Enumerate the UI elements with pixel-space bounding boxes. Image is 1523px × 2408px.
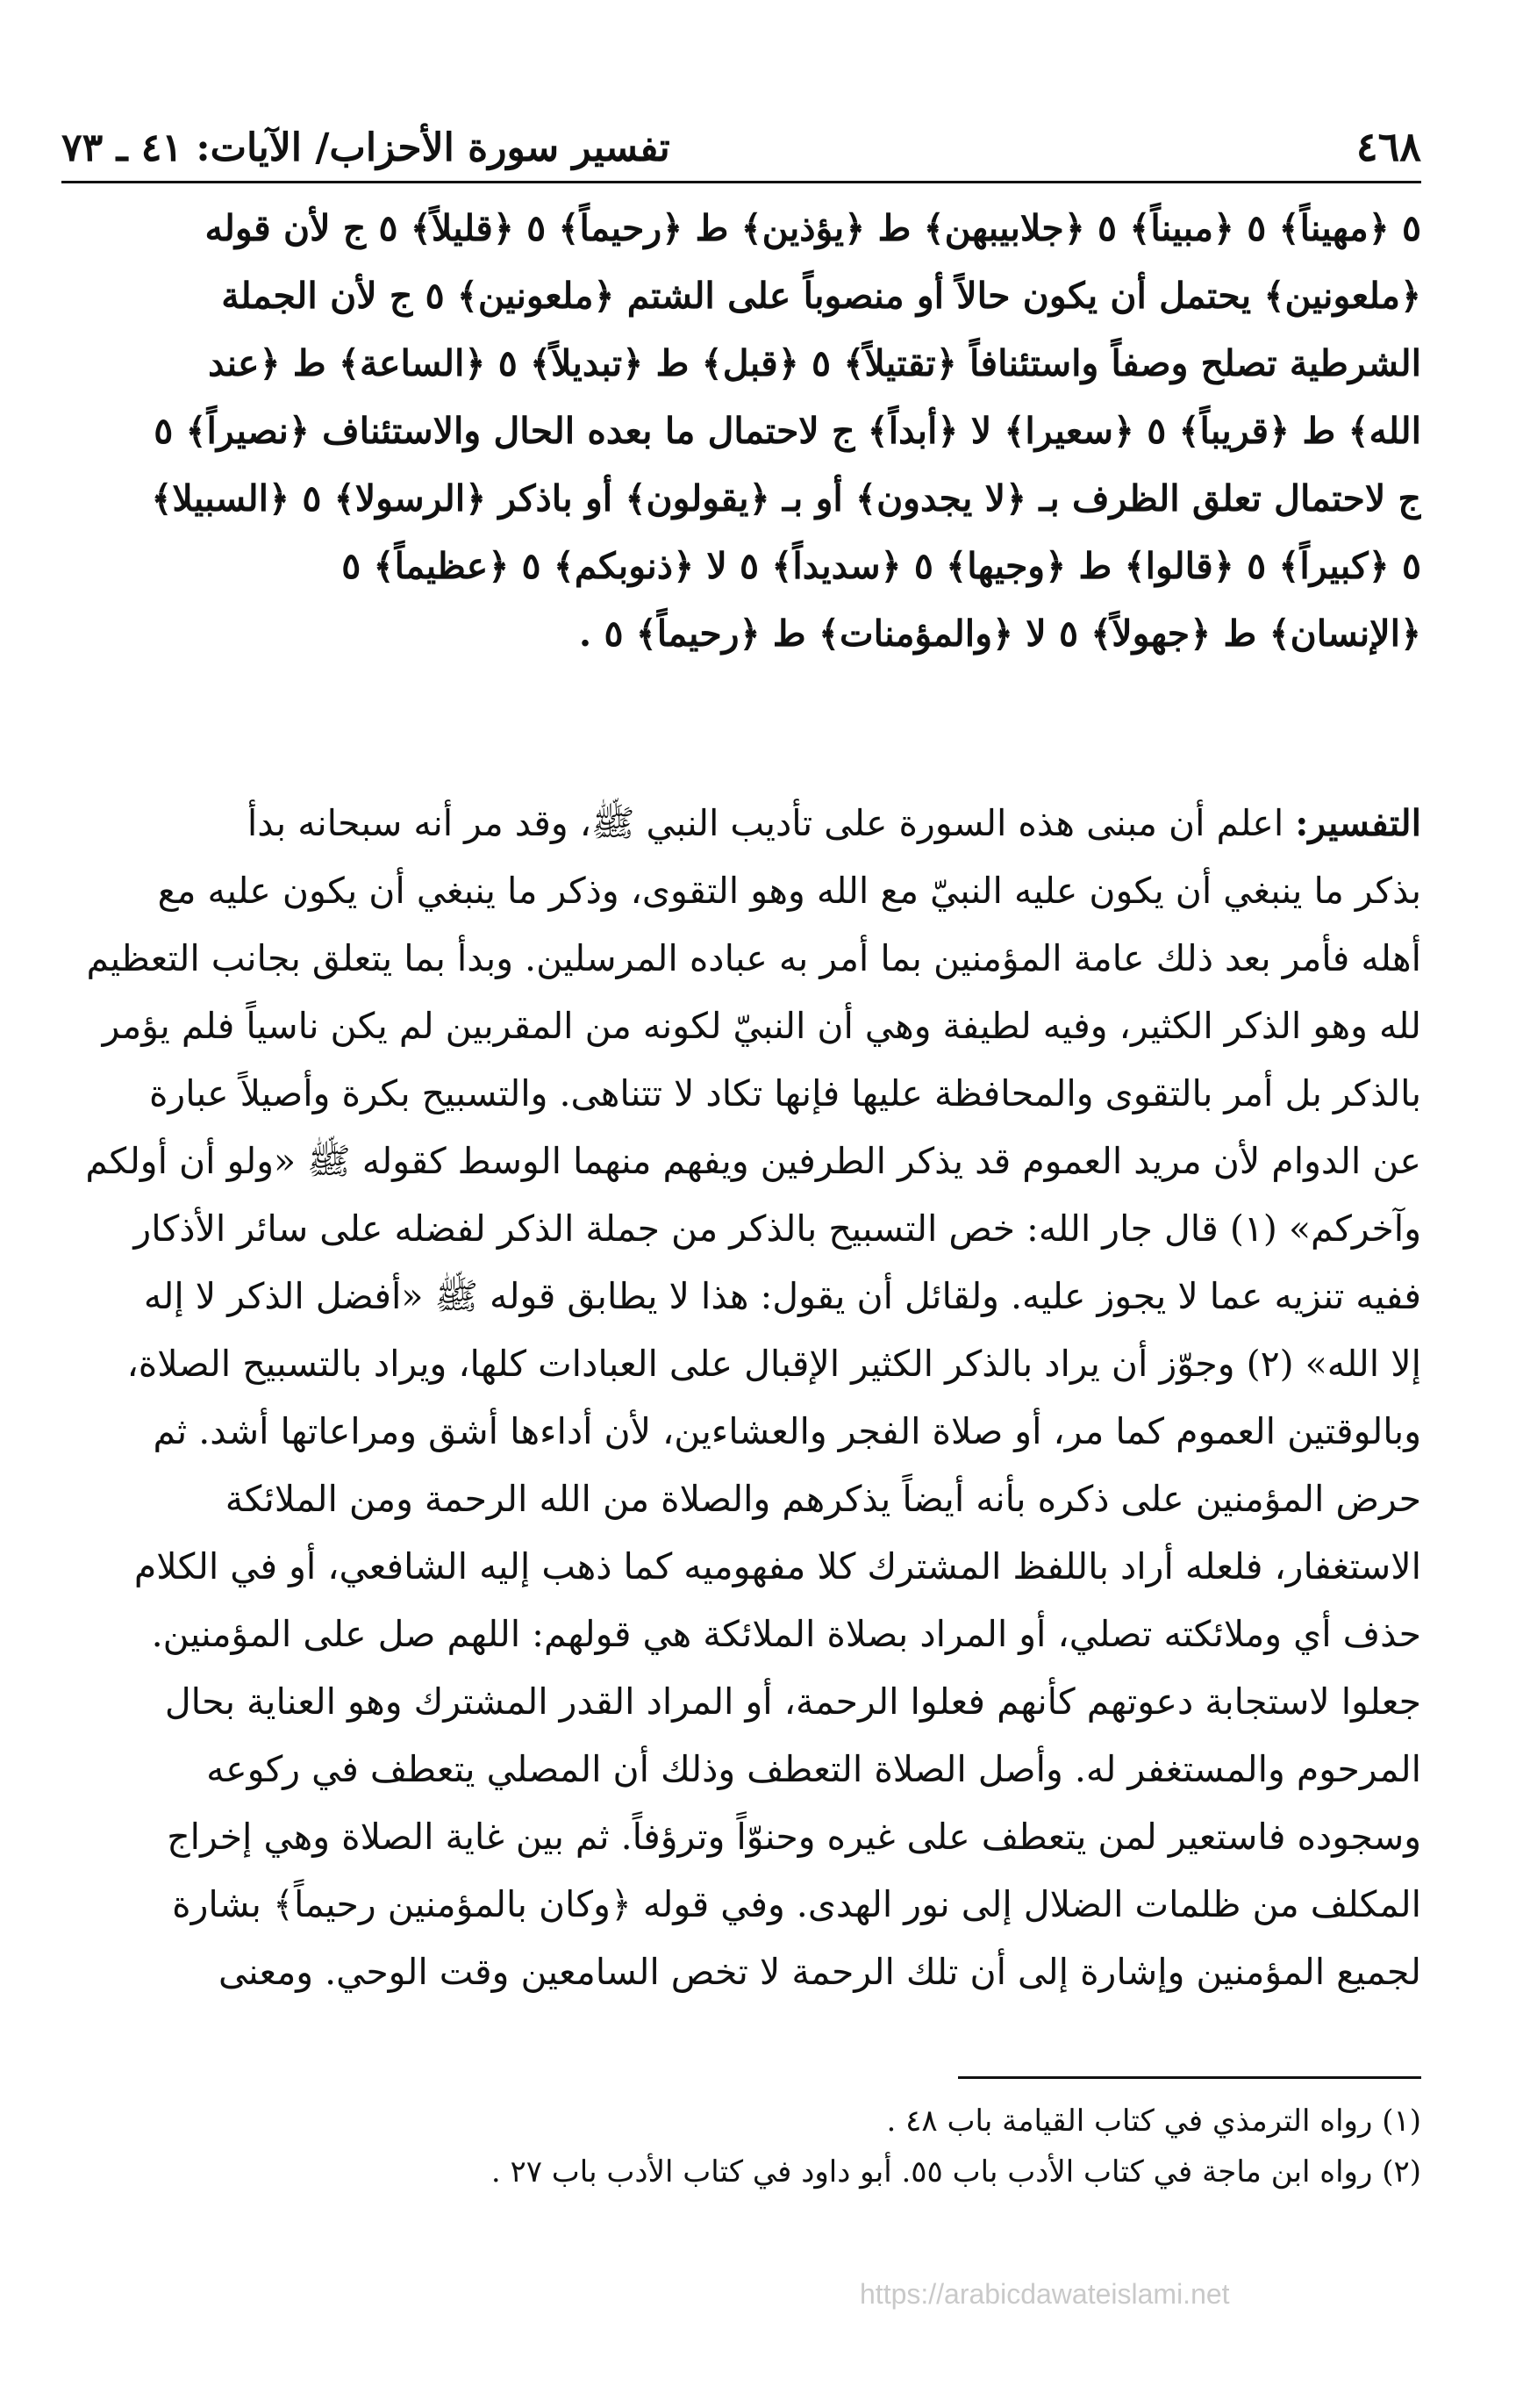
waqf-line: الشرطية تصلح وصفاً واستئنافاً ﴿تقتيلاً﴾ ٥ ﴿قبل﴾ ط ﴿تبديلاً﴾ ٥ ﴿الساعة﴾ ط ﴿عند [208,342,1421,384]
tafsir-line: ففيه تنزيه عما لا يجوز عليه. ولقائل أن يقول: هذا لا يطابق قوله ﷺ «أفضل الذكر لا إله [143,1275,1421,1317]
footnote-1: (١) رواه الترمذي في كتاب القيامة باب ٤٨ . [886,2103,1421,2139]
tafsir-line: الاستغفار، فلعله أراد باللفظ المشترك كلا مفهوميه كما ذهب إليه الشافعي، أو في الكلام [133,1545,1421,1587]
tafsir-line: لجميع المؤمنين وإشارة إلى أن تلك الرحمة لا تخص السامعين وقت الوحي. ومعنى [218,1951,1421,1993]
page-header [61,123,1421,183]
tafsir-line: أهله فأمر بعد ذلك عامة المؤمنين بما أمر به عباده المرسلين. وبدأ بما يتعلق بجانب التعظيم [86,937,1421,979]
footnotes [61,2096,1421,2197]
tafsir-line: عن الدوام لأن مريد العموم قد يذكر الطرفين ويفهم منهما الوسط كقوله ﷺ «ولو أن أولكم [85,1140,1421,1182]
waqf-marks-section [61,195,1421,668]
tafsir-line: وآخركم» (١) قال جار الله: خص التسبيح بالذكر من جملة الذكر لفضله على سائر الأذكار [133,1208,1421,1250]
watermark-url: https://arabicdawateislami.net [860,2278,1230,2310]
tafsir-line: حذف أي وملائكته تصلي، أو المراد بصلاة الملائكة هي قولهم: اللهم صل على المؤمنين. [151,1613,1421,1655]
tafsir-line: وسجوده فاستعير لمن يتعطف على غيره وحنوّاً وترؤفاً. ثم بين غاية الصلاة وهي إخراج [167,1816,1421,1858]
waqf-line: ﴿ملعونين﴾ يحتمل أن يكون حالاً أو منصوباً على الشتم ﴿ملعونين﴾ ٥ ج لأن الجملة [221,275,1421,317]
tafsir-line: جعلوا لاستجابة دعوتهم كأنهم فعلوا الرحمة، أو المراد القدر المشترك وهو العناية بحال [164,1681,1421,1723]
waqf-line: ٥ ﴿مهيناً﴾ ٥ ﴿مبيناً﴾ ٥ ﴿جلابيبهن﴾ ط ﴿يؤذين﴾ ط ﴿رحيماً﴾ ٥ ﴿قليلاً﴾ ٥ ج لأن قوله [204,207,1421,249]
waqf-line: ﴿الإنسان﴾ ط ﴿جهولاً﴾ ٥ لا ﴿والمؤمنات﴾ ط ﴿رحيماً﴾ ٥ . [578,613,1421,655]
waqf-line: ٥ ﴿كبيراً﴾ ٥ ﴿قالوا﴾ ط ﴿وجيها﴾ ٥ ﴿سديداً﴾ ٥ لا ﴿ذنوبكم﴾ ٥ ﴿عظيماً﴾ ٥ [341,545,1421,587]
page-number: ٤٦٨ [1355,123,1421,170]
tafsir-line: بالذكر بل أمر بالتقوى والمحافظة عليها فإنها تكاد لا تتناهى. والتسبيح بكرة وأصيلاً عبارة [148,1072,1421,1114]
tafsir-line: إلا الله» (٢) وجوّز أن يراد بالذكر الكثير الإقبال على العبادات كلها، ويراد بالتسبيح الصلاة، [126,1343,1421,1385]
tafsir-section [61,790,1421,2006]
tafsir-line: المكلف من ظلمات الضلال إلى نور الهدى. وفي قوله ﴿وكان بالمؤمنين رحيماً﴾ بشارة [172,1883,1421,1925]
tafsir-first-line-text: اعلم أن مبنى هذه السورة على تأديب النبي ﷺ، وقد مر أنه سبحانه بدأ [247,802,1284,844]
tafsir-line: لله وهو الذكر الكثير، وفيه لطيفة وهي أن النبيّ لكونه من المقربين لم يكن ناسياً فلم يؤمر [102,1005,1421,1047]
footnote-divider [958,2076,1421,2079]
tafsir-line: وبالوقتين العموم كما مر، أو صلاة الفجر والعشاءين، لأن أداءها أشق ومراعاتها أشد. ثم [153,1410,1421,1452]
tafsir-first-line [61,790,1421,857]
waqf-line: الله﴾ ط ﴿قريباً﴾ ٥ ﴿سعيرا﴾ لا ﴿أبداً﴾ ج لاحتمال ما بعده الحال والاستئناف ﴿نصيراً﴾ ٥ [154,410,1421,452]
waqf-line: ج لاحتمال تعلق الظرف بـ ﴿لا يجدون﴾ أو بـ ﴿يقولون﴾ أو باذكر ﴿الرسولا﴾ ٥ ﴿السبيلا﴾ [151,477,1421,520]
running-title: تفسير سورة الأحزاب/ الآيات: ٤١ ـ ٧٣ [61,125,670,170]
tafsir-line: المرحوم والمستغفر له. وأصل الصلاة التعطف وذلك أن المصلي يتعطف في ركوعه [206,1748,1421,1790]
tafsir-lead-word: التفسير: [1295,802,1421,844]
tafsir-line: بذكر ما ينبغي أن يكون عليه النبيّ مع الله وهو التقوى، وذكر ما ينبغي أن يكون عليه مع [157,870,1421,912]
tafsir-line: حرض المؤمنين على ذكره بأنه أيضاً يذكرهم والصلاة من الله الرحمة ومن الملائكة [225,1478,1421,1520]
footnote-2: (٢) رواه ابن ماجة في كتاب الأدب باب ٥٥. أبو داود في كتاب الأدب باب ٢٧ . [490,2154,1421,2189]
